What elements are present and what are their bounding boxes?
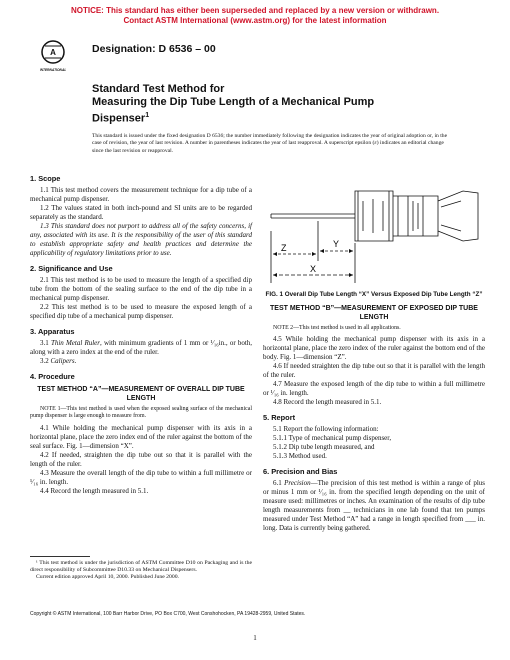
para-3-1: 3.1 Thin Metal Ruler, with minimum gradients of 1 mm or ¹⁄₁₆in., or both, along with a zero index at the end of the ruler.: [30, 339, 253, 356]
precision-heading: 6. Precision and Bias: [263, 467, 338, 477]
para-3-2: 3.2 Calipers.: [40, 357, 77, 365]
title-line-2: Measuring the Dip Tube Length of a Mechanical Pump: [92, 96, 375, 108]
svg-text:A: A: [50, 48, 56, 57]
para-5-1: 5.1 Report the following information:: [273, 425, 379, 434]
dimension-z-label: Z: [281, 243, 287, 253]
title-line-1: Standard Test Method for: [92, 83, 225, 95]
test-method-b-heading: TEST METHOD “B”—MEASUREMENT OF EXPOSED DIP TUBE LENGTH: [270, 305, 478, 321]
document-title: [92, 83, 472, 126]
para-1-2: 1.2 The values stated in both inch-pound and SI units are to be regarded separately as the standard.: [30, 204, 252, 221]
title-footnote-mark: 1: [145, 112, 150, 119]
para-4-8: 4.8 Record the length measured in 5.1.: [273, 398, 382, 407]
footnote-2: Current edition approved April 10, 2000. Published June 2000.: [36, 574, 179, 580]
para-1-3: 1.3 This standard does not purport to address all of the safety concerns, if any, associated with its use. It is the responsibility of the user of this standard to establish appropriate safety and health practices and determine the applicability of regulatory limitations prior to use.: [30, 222, 252, 257]
para-4-7: 4.7 Measure the exposed length of the dip tube to within a full millimetre or ¹⁄₁₆ in. length.: [263, 380, 485, 398]
logo-text: INTERNATIONAL: [40, 68, 66, 72]
footnote-rule: [30, 556, 90, 557]
footnotes: [30, 556, 252, 581]
dimension-x-label: X: [310, 264, 317, 274]
footnote-1: ¹ This test method is under the jurisdiction of ASTM Committee D10 on Packaging and is the direct responsibility of Subcommittee D10.33 on Mechanical Dispensers.: [30, 560, 252, 573]
figure-1: [263, 171, 485, 291]
para-4-3: 4.3 Measure the overall length of the dip tube to within a full millimetre or ¹⁄₁₆ in. length.: [30, 468, 252, 486]
intro-paragraph: This standard is issued under the fixed designation D 6536; the number immediately following the designation indicates the year of original adoption or, in the case of revision, the year of last revision. A number in parentheses indicates the year of last reapproval. A superscript epsilon (ε) indicates an editorial change since the last revision or reapproval.: [92, 133, 448, 154]
para-4-5: 4.5 While holding the mechanical pump dispenser with its axis in a horizontal plane, place the zero index of the ruler against the bottom end of the body. Fig. 1—dimension “Z”.: [263, 335, 485, 362]
significance-heading: 2. Significance and Use: [30, 264, 113, 273]
designation: Designation: D 6536 – 00: [92, 43, 216, 55]
note-2: NOTE 2—This test method is used in all applications.: [273, 325, 401, 331]
para-2-1: 2.1 This test method is to be used to measure the length of a specified dip tube from the bottom of the sealing surface to the end of the dip tube in a mechanical pump dispenser.: [30, 276, 252, 302]
right-column: [263, 168, 485, 533]
dimension-y-label: Y: [333, 239, 340, 249]
report-heading: 5. Report: [263, 413, 296, 423]
note-1: NOTE 1—This test method is used when the exposed sealing surface of the mechanical pump dispenser is large enough to measure from.: [30, 406, 252, 420]
scope-heading: 1. Scope: [30, 174, 61, 183]
notice-line-1: NOTICE: This standard has either been superseded and replaced by a new version or withdrawn.: [70, 6, 440, 15]
para-4-1: 4.1 While holding the mechanical pump dispenser with its axis in a horizontal plane, place the zero index end of the ruler against the bottom of the seal surface. Fig. 1—dimension “X”.: [30, 423, 252, 450]
para-4-6: 4.6 If needed straighten the dip tube out so that it is parallel with the length of the ruler.: [263, 362, 485, 380]
title-line-3: Dispenser: [92, 112, 146, 125]
para-2-2: 2.2 This test method is to be used to measure the exposed length of a specified dip tube of a mechanical pump dispenser.: [30, 303, 252, 320]
figure-1-caption: FIG. 1 Overall Dip Tube Length “X” Versus Exposed Dip Tube Length “Z”: [265, 291, 483, 298]
copyright-line: Copyright © ASTM International, 100 Barr Harbor Drive, PO Box C700, West Conshohocken, PA 19428-2959, United States.: [30, 611, 306, 617]
para-4-4: 4.4 Record the length measured in 5.1.: [40, 486, 149, 495]
pump-diagram: [263, 171, 485, 291]
page-number: 1: [253, 634, 257, 642]
withdrawn-notice: [0, 6, 510, 26]
test-method-a-heading: TEST METHOD “A”—MEASUREMENT OF OVERALL DIP TUBE LENGTH: [37, 386, 245, 402]
para-6-1: 6.1 Precision—The precision of this test method is within a range of plus or minus 1 mm or ¹⁄₁₆ in. from the specified length depending on the unit of measure used: millimetres or inches. An examination of the results of dip tube length measurements from __ technicians in one lab found that ten pumps measured under Test Method “A” had a range in length specified from ___ in. long. Data is currently being gathered.: [263, 479, 485, 533]
astm-logo: [40, 40, 66, 74]
apparatus-heading: 3. Apparatus: [30, 327, 75, 336]
para-4-2: 4.2 If needed, straighten the dip tube out so that it is parallel with the length of the ruler.: [30, 450, 252, 468]
notice-line-2: Contact ASTM International (www.astm.org) for the latest information: [123, 16, 387, 25]
para-1-1: 1.1 This test method covers the measurement technique for a dip tube of a mechanical pump dispenser.: [30, 186, 252, 203]
para-5-1-3: 5.1.3 Method used.: [273, 452, 327, 461]
left-column: [30, 168, 252, 496]
para-5-1-2: 5.1.2 Dip tube length measured, and: [273, 443, 375, 452]
procedure-heading: 4. Procedure: [30, 372, 75, 381]
para-5-1-1: 5.1.1 Type of mechanical pump dispenser,: [273, 434, 392, 443]
